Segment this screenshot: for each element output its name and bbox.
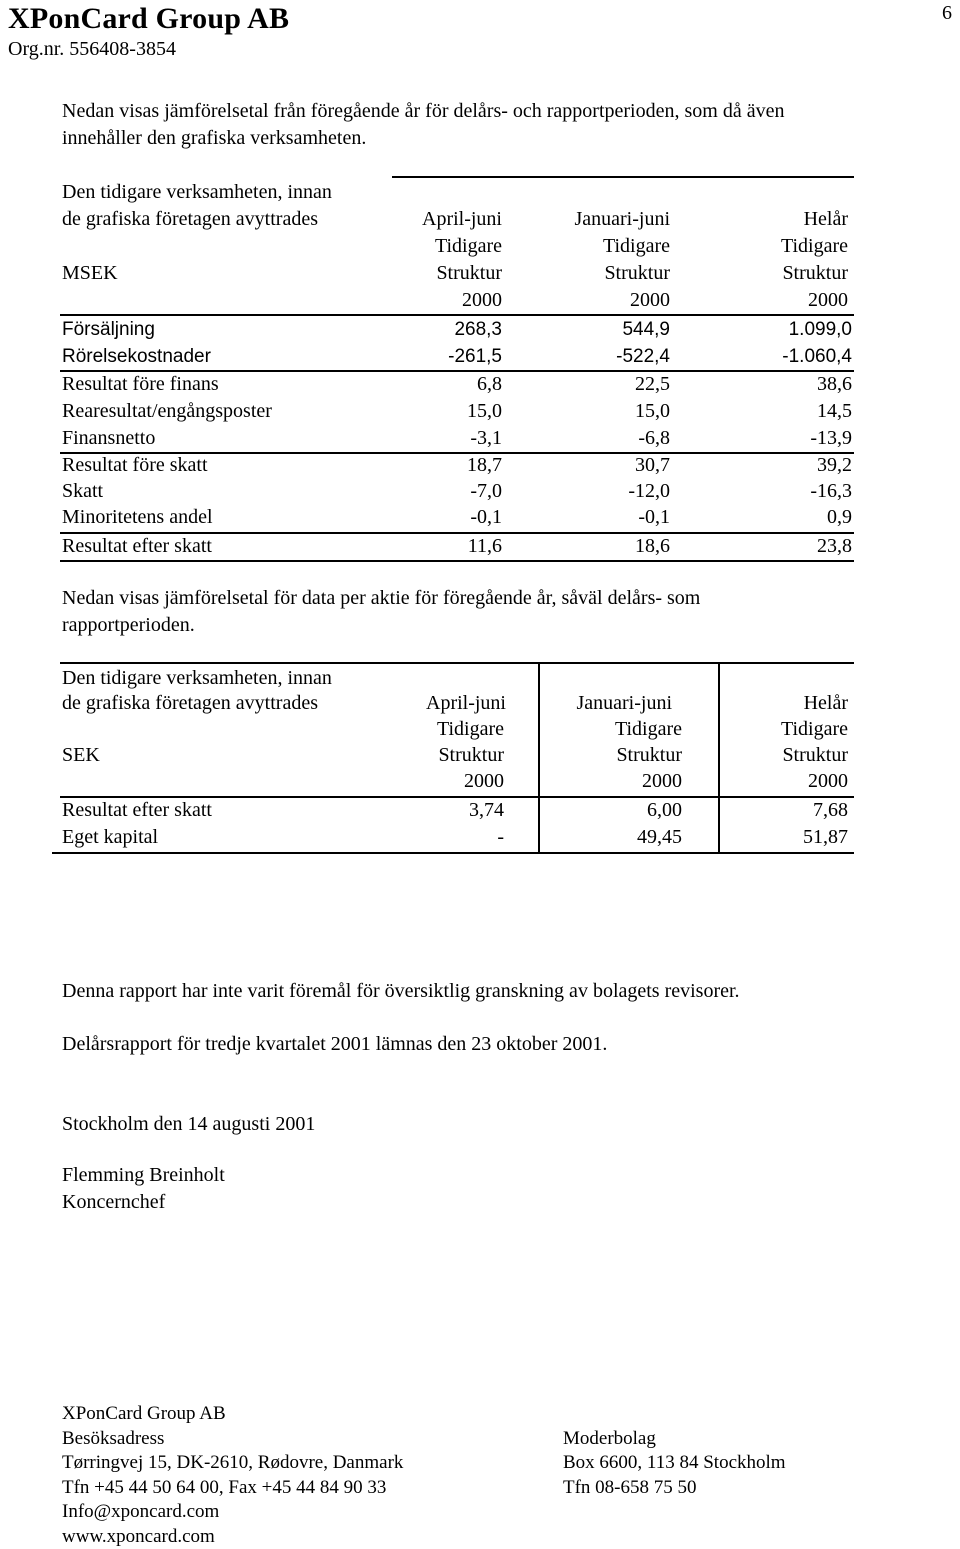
intro-line: Nedan visas jämförelsetal för data per aktie för föregående år, såväl delårs- som: [62, 585, 862, 612]
cell: -261,5: [448, 343, 502, 370]
row-label: Finansnetto: [62, 425, 155, 452]
next-report-statement: Delårsrapport för tredje kvartalet 2001 lämnas den 23 oktober 2001.: [62, 1031, 862, 1058]
header-line: Den tidigare verksamheten, innan: [62, 179, 332, 206]
table-header-row: [60, 768, 854, 795]
cell: 3,74: [469, 797, 504, 824]
income-table: [60, 176, 854, 566]
cell: 23,8: [817, 533, 852, 560]
footer-email[interactable]: Info@xponcard.com: [62, 1500, 403, 1525]
col-period: April-juni: [426, 690, 506, 717]
table-row: [60, 316, 854, 343]
per-share-table: [60, 662, 854, 856]
col-year: 2000: [808, 768, 848, 795]
cell: -3,1: [470, 425, 502, 452]
row-label: Resultat före finans: [62, 371, 219, 398]
cell: 38,6: [817, 371, 852, 398]
cell: 15,0: [635, 398, 670, 425]
col-year: 2000: [808, 287, 848, 314]
cell: -0,1: [638, 504, 670, 531]
company-title: XPonCard Group AB: [8, 2, 289, 36]
cell: -1.060,4: [782, 343, 852, 370]
table-header-row: [60, 233, 854, 260]
cell: 18,7: [467, 452, 502, 479]
col-period: Januari-juni: [574, 206, 670, 233]
cell: 6,8: [477, 371, 502, 398]
footer-address: Tørringvej 15, DK-2610, Rødovre, Danmark: [62, 1451, 403, 1476]
row-label: Resultat efter skatt: [62, 533, 212, 560]
cell: 30,7: [635, 452, 670, 479]
intro-line: Nedan visas jämförelsetal från föregående år för delårs- och rapportperioden, som då även: [62, 98, 862, 125]
cell: -522,4: [616, 343, 670, 370]
page-number: 6: [942, 2, 952, 25]
col-sub: Struktur: [438, 742, 504, 769]
header-line: Den tidigare verksamheten, innan: [62, 665, 332, 692]
cell: 0,9: [827, 504, 852, 531]
col-year: 2000: [630, 287, 670, 314]
footer-visit-label: Besöksadress: [62, 1427, 403, 1452]
row-label: Resultat före skatt: [62, 452, 208, 479]
table-header-row: [60, 260, 854, 287]
place-date: Stockholm den 14 augusti 2001: [62, 1111, 862, 1138]
table-row: [60, 425, 854, 452]
row-label: Försäljning: [62, 316, 155, 343]
table-row: [60, 478, 854, 505]
cell: 11,6: [468, 533, 502, 560]
col-year: 2000: [642, 768, 682, 795]
cell: 15,0: [467, 398, 502, 425]
footer-company: XPonCard Group AB: [62, 1402, 403, 1427]
cell: -6,8: [638, 425, 670, 452]
table-bottom-rule: [60, 560, 854, 562]
cell: 268,3: [454, 316, 502, 343]
unit-label: SEK: [62, 742, 100, 769]
col-sub: Tidigare: [781, 233, 848, 260]
cell: -12,0: [628, 478, 670, 505]
cell: 14,5: [817, 398, 852, 425]
col-sub: Tidigare: [437, 716, 504, 743]
row-label: Skatt: [62, 478, 103, 505]
col-sub: Struktur: [436, 260, 502, 287]
col-sub: Struktur: [782, 260, 848, 287]
cell: -13,9: [810, 425, 852, 452]
cell: -0,1: [470, 504, 502, 531]
col-period: Helår: [804, 690, 848, 717]
footer-web[interactable]: www.xponcard.com: [62, 1525, 403, 1549]
signatory-title: Koncernchef: [62, 1189, 862, 1216]
col-sub: Struktur: [616, 742, 682, 769]
row-label: Rörelsekostnader: [62, 343, 211, 370]
table-header-row: [60, 742, 854, 769]
review-statement: Denna rapport har inte varit föremål för översiktlig granskning av bolagets revisorer.: [62, 978, 862, 1005]
row-label: Minoritetens andel: [62, 504, 213, 531]
row-label: Rearesultat/engångsposter: [62, 398, 272, 425]
table-top-rule: [392, 176, 854, 178]
cell: 49,45: [637, 824, 682, 851]
table-row: [60, 797, 854, 824]
table-row: [60, 398, 854, 425]
signatory-name: Flemming Breinholt: [62, 1162, 862, 1189]
col-year: 2000: [462, 287, 502, 314]
col-sub: Tidigare: [603, 233, 670, 260]
header-line: de grafiska företagen avyttrades: [62, 690, 318, 717]
table-header-row: [60, 665, 854, 692]
header-line: de grafiska företagen avyttrades: [62, 206, 318, 233]
col-sub: Struktur: [782, 742, 848, 769]
col-sub: Tidigare: [435, 233, 502, 260]
footer-right: [563, 1427, 786, 1501]
table-header-row: [60, 179, 854, 206]
col-sub: Tidigare: [781, 716, 848, 743]
table-header-row: [60, 690, 854, 717]
intro-paragraph-2: [62, 585, 862, 639]
row-label: Resultat efter skatt: [62, 797, 212, 824]
table-header-row: [60, 287, 854, 314]
cell: 51,87: [803, 824, 848, 851]
footer-left: [62, 1402, 403, 1549]
signatory-block: [62, 1162, 862, 1216]
cell: -7,0: [470, 478, 502, 505]
col-sub: Struktur: [604, 260, 670, 287]
col-sub: Tidigare: [615, 716, 682, 743]
footer-parent-address: Box 6600, 113 84 Stockholm: [563, 1451, 786, 1476]
intro-paragraph-1: [62, 98, 862, 152]
col-period: Helår: [804, 206, 848, 233]
cell: -: [497, 824, 504, 851]
col-period: April-juni: [422, 206, 502, 233]
table-bottom-rule: [52, 852, 854, 854]
footer-phone: Tfn +45 44 50 64 00, Fax +45 44 84 90 33: [62, 1476, 403, 1501]
unit-label: MSEK: [62, 260, 118, 287]
footer-parent-label: Moderbolag: [563, 1427, 786, 1452]
table-row: [60, 371, 854, 398]
table-header-row: [60, 716, 854, 743]
col-period: Januari-juni: [576, 690, 672, 717]
cell: 544,9: [622, 316, 670, 343]
org-number: Org.nr. 556408-3854: [8, 38, 176, 61]
intro-line: innehåller den grafiska verksamheten.: [62, 125, 862, 152]
cell: 22,5: [635, 371, 670, 398]
row-label: Eget kapital: [62, 824, 158, 851]
table-row: [60, 504, 854, 531]
table-top-rule: [60, 662, 854, 664]
cell: 1.099,0: [789, 316, 852, 343]
cell: -16,3: [810, 478, 852, 505]
table-header-row: [60, 206, 854, 233]
table-row: [60, 824, 854, 851]
table-row: [60, 343, 854, 370]
cell: 6,00: [647, 797, 682, 824]
col-year: 2000: [464, 768, 504, 795]
cell: 18,6: [635, 533, 670, 560]
intro-line: rapportperioden.: [62, 612, 862, 639]
cell: 39,2: [817, 452, 852, 479]
cell: 7,68: [813, 797, 848, 824]
table-row: [60, 533, 854, 560]
footer-parent-phone: Tfn 08-658 75 50: [563, 1476, 786, 1501]
table-row: [60, 452, 854, 479]
